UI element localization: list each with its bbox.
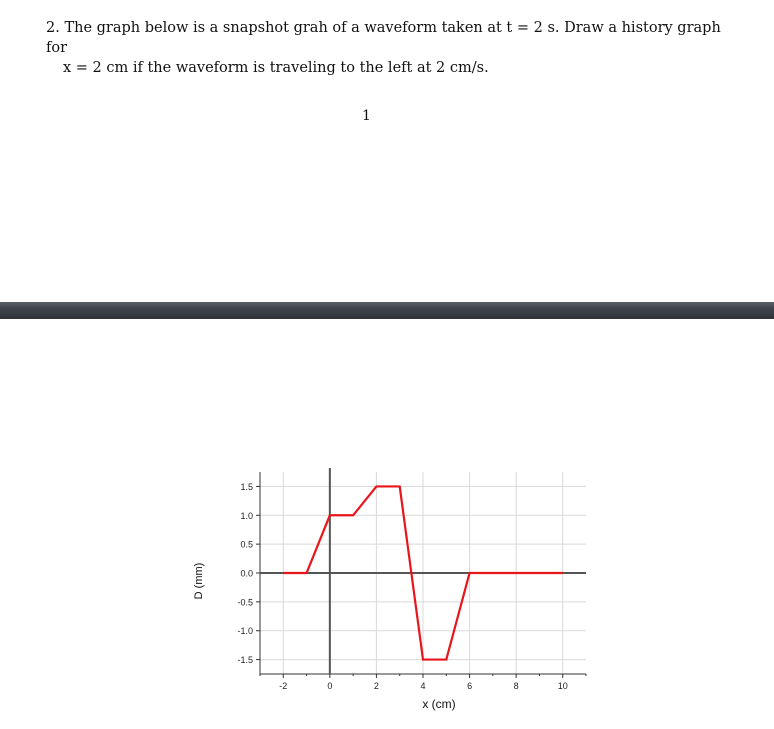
y-tick-label: 1.0 [240,510,253,521]
question-number: 2. [46,20,60,36]
x-tick-label: 0 [327,681,333,691]
page-divider-bar [0,302,774,319]
y-tick-label: -1.5 [237,655,253,666]
x-axis-label: x (cm) [422,697,456,711]
page-number: 1 [362,108,371,124]
y-tick-label: 0.0 [240,568,253,579]
x-tick-label: 6 [467,681,473,691]
y-tick-label: 0.5 [240,539,253,550]
x-tick-label: 10 [557,681,568,691]
waveform-snapshot-graph [186,462,606,722]
x-tick-label: -2 [279,681,288,691]
y-axis-label: D (mm) [193,562,205,600]
y-tick-label: -0.5 [237,597,253,608]
question-line-1: The graph below is a snapshot grah of a waveform taken at t = 2 s. Draw a history graph for [46,20,721,56]
x-tick-label: 2 [373,681,379,691]
y-tick-label: -1.0 [237,626,253,637]
y-tick-label: 1.5 [240,481,253,492]
x-tick-label: 4 [420,681,426,691]
question-text [46,18,746,78]
labels [193,482,568,711]
x-tick-label: 8 [513,681,519,691]
question-line-2: x = 2 cm if the waveform is traveling to the left at 2 cm/s. [63,60,489,76]
